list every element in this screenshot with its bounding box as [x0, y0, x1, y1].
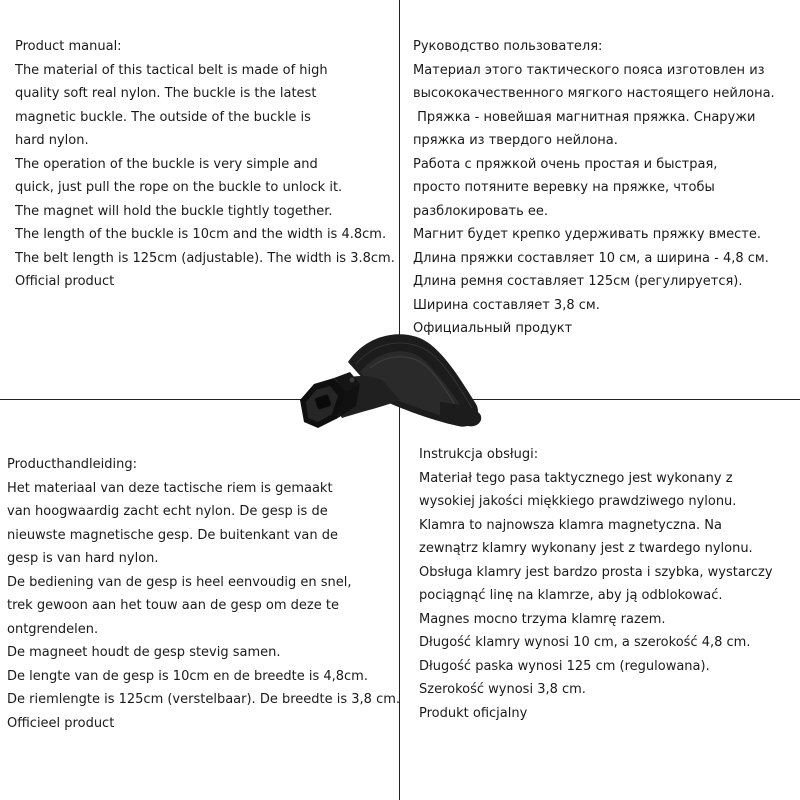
manual-line: Szerokość wynosi 3,8 cm.: [419, 682, 586, 697]
manual-line: просто потяните веревку на пряжке, чтобы: [413, 180, 715, 195]
manual-line: пряжка из твердого нейлона.: [413, 133, 618, 148]
manual-line: Материал этого тактического пояса изготовлен из: [413, 62, 765, 78]
panel-russian-manual: [413, 35, 775, 341]
manual-line: nieuwste magnetische gesp. De buitenkant van de: [7, 527, 338, 543]
manual-line: van hoogwaardig zacht echt nylon. De gesp is de: [7, 504, 328, 519]
manual-line: trek gewoon aan het touw aan de gesp om deze te: [7, 598, 339, 613]
manual-line: Ширина составляет 3,8 см.: [413, 297, 600, 313]
manual-line: De bediening van de gesp is heel eenvoudig en snel,: [7, 574, 352, 590]
panel-english-manual: [15, 35, 395, 294]
manual-line: Materiał tego pasa taktycznego jest wykonany z: [419, 470, 733, 486]
manual-line: quality soft real nylon. The buckle is the latest: [15, 86, 317, 101]
manual-line: Klamra to najnowsza klamra magnetyczna. Na: [419, 517, 722, 533]
panel-polish-manual: [419, 443, 773, 725]
manual-line: Obsługa klamry jest bardzo prosta i szybka, wystarczy: [419, 564, 773, 580]
manual-line: Пряжка - новейшая магнитная пряжка. Снаружи: [413, 109, 756, 125]
manual-line: высококачественного мягкого настоящего нейлона.: [413, 86, 775, 101]
manual-line: magnetic buckle. The outside of the buckle is: [15, 109, 311, 125]
manual-line: gesp is van hard nylon.: [7, 551, 159, 566]
manual-line: Магнит будет крепко удерживать пряжку вместе.: [413, 227, 761, 242]
manual-line: hard nylon.: [15, 133, 89, 148]
magnetic-buckle-icon: [300, 372, 360, 428]
manual-line: De lengte van de gesp is 10cm en de breedte is 4,8cm.: [7, 668, 368, 684]
panel-dutch-manual: [7, 453, 400, 735]
manual-line: The length of the buckle is 10cm and the width is 4.8cm.: [15, 227, 387, 242]
manual-line: De magneet houdt de gesp stevig samen.: [7, 645, 281, 660]
manual-line: Długość klamry wynosi 10 cm, a szerokość 4,8 cm.: [419, 635, 751, 650]
manual-line: Magnes mocno trzyma klamrę razem.: [419, 611, 666, 627]
manual-line: Het materiaal van deze tactische riem is gemaakt: [7, 480, 333, 496]
manual-line: The operation of the buckle is very simple and: [15, 156, 318, 172]
manual-line: De riemlengte is 125cm (verstelbaar). De breedte is 3,8 cm.: [7, 692, 401, 707]
manual-line: Длина пряжки составляет 10 см, а ширина - 4,8 см.: [413, 250, 769, 266]
manual-line: Official product: [15, 274, 115, 289]
manual-title: Producthandleiding:: [7, 457, 138, 472]
manual-line: zewnątrz klamry wykonany jest z twardego nylonu.: [419, 541, 753, 556]
manual-line: The magnet will hold the buckle tightly together.: [15, 203, 333, 219]
manual-line: Długość paska wynosi 125 cm (regulowana).: [419, 658, 710, 674]
manual-title: Руководство пользователя:: [413, 39, 603, 54]
manual-line: Работа с пряжкой очень простая и быстрая,: [413, 156, 718, 172]
tactical-belt-icon: [290, 322, 490, 442]
manual-line: wysokiej jakości miękkiego prawdziwego nylonu.: [419, 494, 737, 509]
manual-line: The material of this tactical belt is made of high: [15, 62, 328, 78]
manual-line: разблокировать ее.: [413, 203, 549, 219]
manual-title: Product manual:: [15, 39, 122, 54]
manual-line: pociągnąć linę na klamrze, aby ją odblokować.: [419, 588, 723, 603]
manual-line: Produkt oficjalny: [419, 705, 528, 721]
manual-line: Officieel product: [7, 715, 115, 731]
manual-line: quick, just pull the rope on the buckle to unlock it.: [15, 180, 343, 195]
manual-line: The belt length is 125cm (adjustable). The width is 3.8cm.: [15, 250, 395, 266]
manual-title: Instrukcja obsługi:: [419, 447, 539, 462]
manual-line: ontgrendelen.: [7, 621, 99, 637]
manual-line: Официальный продукт: [413, 321, 573, 336]
manual-line: Длина ремня составляет 125см (регулируется).: [413, 274, 743, 289]
